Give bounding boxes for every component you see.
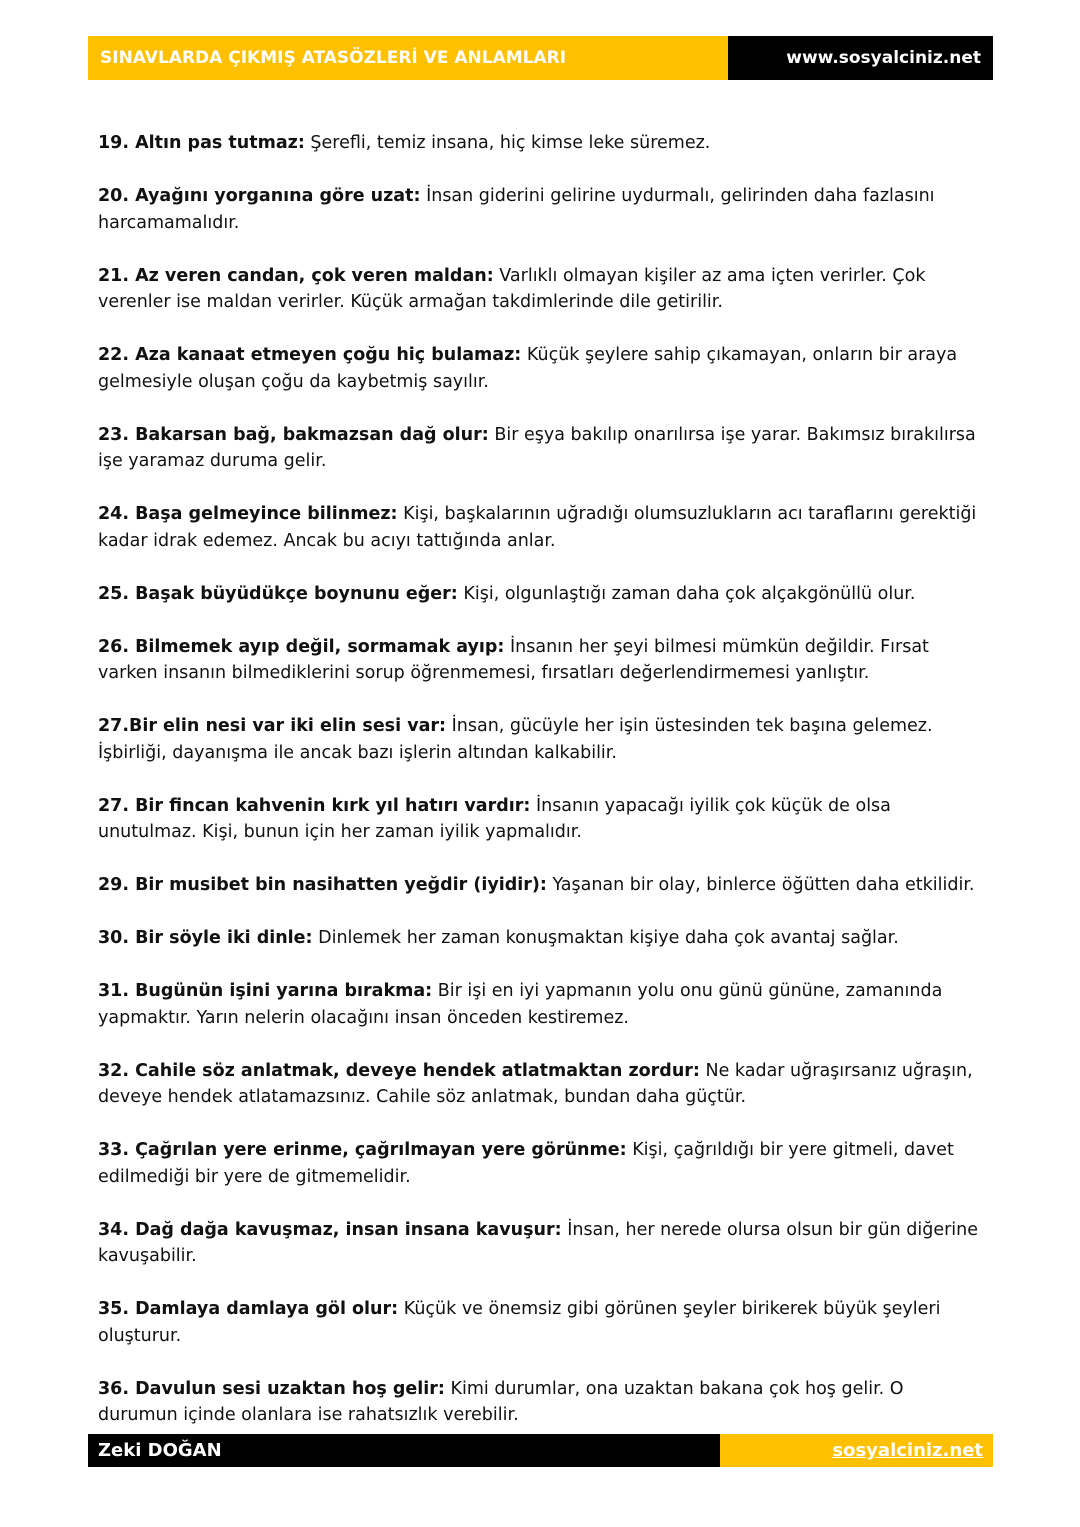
page-header [88,36,993,80]
footer-website-link[interactable]: sosyalciniz.net [720,1434,993,1467]
proverb-meaning: Küçük şeylere sahip çıkamayan, onların bir araya gelmesiyle oluşan çoğu da kaybetmiş sayılır. [98,345,958,392]
proverb-meaning: Dinlemek her zaman konuşmaktan kişiye daha çok avantaj sağlar. [318,928,899,948]
list-item [98,978,983,1031]
proverb-term: 24. Başa gelmeyince bilinmez: [98,504,398,524]
list-item [98,1058,983,1111]
proverb-meaning: Şerefli, temiz insana, hiç kimse leke süremez. [310,133,711,153]
list-item [98,581,983,608]
author-name: Zeki DOĞAN [88,1434,720,1467]
proverb-meaning: İnsan giderini gelirine uydurmalı, gelirinden daha fazlasını harcamamalıdır. [98,186,935,233]
proverb-meaning: Küçük ve önemsiz gibi görünen şeyler birikerek büyük şeyleri oluşturur. [98,1299,941,1346]
proverb-meaning: Kişi, çağrıldığı bir yere gitmeli, davet edilmediği bir yere de gitmemelidir. [98,1140,954,1187]
document-title: SINAVLARDA ÇIKMIŞ ATASÖZLERİ VE ANLAMLARI [88,36,728,80]
proverb-meaning: İnsan, her nerede olursa olsun bir gün diğerine kavuşabilir. [98,1219,979,1266]
proverb-term: 33. Çağrılan yere erinme, çağrılmayan yere görünme: [98,1140,627,1160]
proverb-meaning: İnsanın yapacağı iyilik çok küçük de olsa unutulmaz. Kişi, bunun için her zaman iyilik yapmalıdır. [98,795,891,842]
proverb-term: 35. Damlaya damlaya göl olur: [98,1299,399,1319]
proverb-meaning: Yaşanan bir olay, binlerce öğütten daha etkilidir. [552,875,975,895]
proverb-list [98,130,983,1455]
page-footer [88,1434,993,1467]
proverb-meaning: Kişi, olgunlaştığı zaman daha çok alçakgönüllü olur. [463,583,916,604]
list-item [98,1217,983,1270]
proverb-meaning: Kimi durumlar, ona uzaktan bakana çok hoş gelir. O durumun içinde olanlara ise rahatsızlık verebilir. [98,1378,904,1425]
proverb-meaning: Bir eşya bakılıp onarılırsa işe yarar. Bakımsız bırakılırsa işe yaramaz duruma gelir. [98,424,976,471]
proverb-meaning: Kişi, başkalarının uğradığı olumsuzlukların acı taraflarını gerektiği kadar idrak edemez. Ancak bu acıyı tattığında anlar. [98,504,977,551]
proverb-term: 21. Az veren candan, çok veren maldan: [98,265,494,286]
proverb-meaning: Ne kadar uğraşırsanız uğraşın, deveye hendek atlatamazsınız. Cahile söz anlatmak, bundan daha güçtür. [98,1060,973,1107]
proverb-term: 23. Bakarsan bağ, bakmazsan dağ olur: [98,424,489,445]
list-item [98,183,983,236]
proverb-term: 36. Davulun sesi uzaktan hoş gelir: [98,1378,445,1399]
proverb-term: 22. Aza kanaat etmeyen çoğu hiç bulamaz: [98,345,522,365]
proverb-meaning: İnsanın her şeyi bilmesi mümkün değildir. Fırsat varken insanın bilmediklerini sorup öğrenmemesi, fırsatları değerlendirmemesi yanlıştır. [98,636,929,683]
proverb-term: 20. Ayağını yorganına göre uzat: [98,186,421,206]
proverb-term: 26. Bilmemek ayıp değil, sormamak ayıp: [98,636,505,657]
proverb-term: 27. Bir fincan kahvenin kırk yıl hatırı vardır: [98,795,531,816]
proverb-term: 25. Başak büyüdükçe boynunu eğer: [98,583,458,604]
proverb-term: 30. Bir söyle iki dinle: [98,928,313,948]
proverb-term: 31. Bugünün işini yarına bırakma: [98,981,433,1001]
proverb-meaning: İnsan, gücüyle her işin üstesinden tek başına gelemez. İşbirliği, dayanışma ile ancak bazı işlerin altından kalkabilir. [98,716,933,763]
list-item [98,925,983,952]
proverb-meaning: Bir işi en iyi yapmanın yolu onu günü gününe, zamanında yapmaktır. Yarın nelerin olacağını insan önceden kestiremez. [98,981,943,1028]
list-item [98,1137,983,1190]
list-item [98,793,983,846]
proverb-term: 29. Bir musibet bin nasihatten yeğdir (iyidir): [98,875,547,895]
list-item [98,634,983,687]
proverb-term: 32. Cahile söz anlatmak, deveye hendek atlatmaktan zordur: [98,1060,700,1081]
list-item [98,872,983,899]
proverb-term: 34. Dağ dağa kavuşmaz, insan insana kavuşur: [98,1219,562,1240]
proverb-meaning: Varlıklı olmayan kişiler az ama içten verirler. Çok verenler ise maldan verirler. Küçük armağan takdimlerinde dile getirilir. [98,265,926,312]
proverb-term: 19. Altın pas tutmaz: [98,133,305,153]
list-item [98,1296,983,1349]
list-item [98,342,983,395]
list-item [98,713,983,766]
list-item [98,501,983,554]
list-item [98,130,983,157]
list-item [98,422,983,475]
list-item [98,1376,983,1429]
header-website-link[interactable]: www.sosyalciniz.net [728,36,993,80]
list-item [98,263,983,316]
proverb-term: 27.Bir elin nesi var iki elin sesi var: [98,716,447,736]
